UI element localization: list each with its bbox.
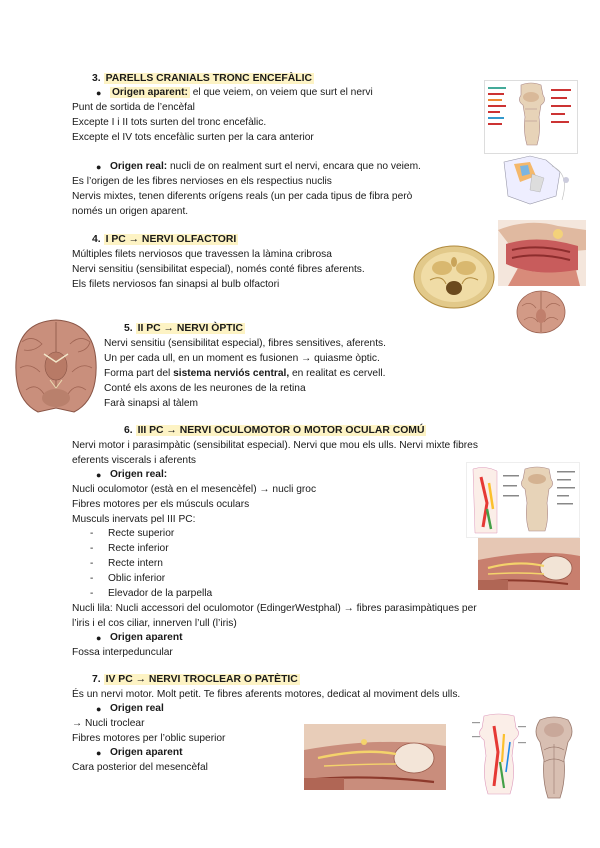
s3-origen-real-text: nucli de on realment surt el nervi, encara que no veiem. bbox=[167, 161, 421, 172]
bullet-icon: ● bbox=[96, 88, 102, 98]
section-3-number: 3. bbox=[92, 73, 101, 84]
nasal-cavity-figure bbox=[498, 220, 586, 286]
skull-base-figure bbox=[412, 244, 496, 310]
dash-icon: - bbox=[90, 558, 94, 569]
orbit-trochlear-figure bbox=[304, 724, 446, 790]
s5-line-5: Farà sinapsi al tàlem bbox=[104, 398, 198, 409]
s3-line-3: Excepte el IV tots encefàlic surten per la cara anterior bbox=[72, 132, 314, 143]
orbit-oculomotor-figure bbox=[478, 538, 580, 590]
bullet-icon: ● bbox=[96, 162, 102, 172]
s6-line-4: Fibres motores per els músculs oculars bbox=[72, 499, 250, 510]
section-6-title: III PC → NERVI OCULOMOTOR O MOTOR OCULAR COMÚ bbox=[137, 425, 425, 436]
s7-origen-aparent-label: Origen aparent bbox=[110, 747, 183, 758]
brain-inferior-small-figure bbox=[516, 290, 566, 334]
list-item: Recte superior bbox=[108, 528, 175, 539]
list-item: Recte inferior bbox=[108, 543, 169, 554]
s4-line-3: Els filets nerviosos fan sinapsi al bulb olfactori bbox=[72, 279, 280, 290]
brainstem-posterior-figure bbox=[532, 714, 576, 800]
s5-line-3b: sistema nerviós central, bbox=[173, 368, 290, 379]
section-5-title: II PC → NERVI ÒPTIC bbox=[137, 323, 244, 334]
s6-line-6: Nucli lila: Nucli accessori del oculomotor (EdingerWestphal) → fibres parasimpàtiques per bbox=[72, 603, 477, 614]
section-7-number: 7. bbox=[92, 674, 101, 685]
bullet-icon: ● bbox=[96, 633, 102, 643]
s6-line-1: Nervi motor i parasimpàtic (sensibilitat especial). Nervi que mou els ulls. Nervi mixte fibres bbox=[72, 440, 478, 451]
s6-line-7: l’iris i el cos ciliar, innerven l’ull (l’iris) bbox=[72, 618, 237, 629]
section-5-number: 5. bbox=[124, 323, 133, 334]
brainstem-nuclei-figure bbox=[484, 80, 578, 154]
s3-line-1: Punt de sortida de l’encèfal bbox=[72, 102, 195, 113]
section-6-number: 6. bbox=[124, 425, 133, 436]
s6-line-3: Nucli oculomotor (està en el mesencèfel) → nucli groc bbox=[72, 484, 317, 495]
bullet-icon: ● bbox=[96, 470, 102, 480]
section-4-heading bbox=[92, 233, 238, 247]
section-5-heading bbox=[124, 322, 245, 336]
list-item: Oblic inferior bbox=[108, 573, 166, 584]
s5-line-4: Conté els axons de les neurones de la retina bbox=[104, 383, 306, 394]
s4-line-1: Múltiples filets nerviosos que travessen la làmina cribrosa bbox=[72, 249, 332, 260]
bullet-icon: ● bbox=[96, 748, 102, 758]
s4-line-2: Nervi sensitiu (sensibilitat especial), només conté fibres aferents. bbox=[72, 264, 365, 275]
section-7-title: IV PC → NERVI TROCLEAR O PATÈTIC bbox=[105, 674, 298, 685]
s5-line-1: Nervi sensitiu (sensibilitat especial), fibres sensitives, aferents. bbox=[104, 338, 386, 349]
section-4-number: 4. bbox=[92, 234, 101, 245]
dash-icon: - bbox=[90, 573, 94, 584]
s3-line-2: Excepte I i II tots surten del tronc encefàlic. bbox=[72, 117, 267, 128]
s5-line-2: Un per cada ull, en un moment es fusionen → quiasme òptic. bbox=[104, 353, 380, 364]
s3-line-5: Nervis mixtes, tenen diferents orígens reals (un per cada tipus de fibra però bbox=[72, 191, 413, 202]
list-item: Elevador de la parpella bbox=[108, 588, 213, 599]
s3-bullet-origen-aparent bbox=[110, 86, 373, 100]
bullet-icon: ● bbox=[96, 704, 102, 714]
s6-line-2: eferents viscerals i aferents bbox=[72, 455, 197, 466]
s6-line-8: Fossa interpeduncular bbox=[72, 647, 173, 658]
section-7-heading bbox=[92, 673, 300, 687]
s7-line-1: És un nervi motor. Molt petit. Te fibres aferents motores, dedicat al moviment dels ulls. bbox=[72, 689, 461, 700]
s7-line-4: Cara posterior del mesencèfal bbox=[72, 762, 208, 773]
oculomotor-nucleus-figure bbox=[466, 462, 580, 538]
s6-origen-aparent-label: Origen aparent bbox=[110, 632, 183, 643]
s3-origen-aparent-label: Origen aparent: bbox=[112, 87, 188, 98]
s3-origen-aparent-text: el que veiem, on veiem que surt el nervi bbox=[189, 87, 373, 98]
s3-origen-real-label: Origen real: bbox=[110, 161, 168, 172]
section-4-title: I PC → NERVI OLFACTORI bbox=[105, 234, 237, 245]
s3-bullet-origen-real bbox=[110, 160, 421, 174]
s7-line-2: → Nucli troclear bbox=[72, 718, 145, 729]
s5-line-3 bbox=[104, 367, 385, 381]
trochlear-nucleus-figure bbox=[470, 712, 528, 798]
dash-icon: - bbox=[90, 543, 94, 554]
s3-line-6: només un origen aparent. bbox=[72, 206, 189, 217]
list-item: Recte intern bbox=[108, 558, 163, 569]
s6-origen-real-label: Origen real: bbox=[110, 469, 168, 480]
s5-line-3c: en realitat es cervell. bbox=[289, 368, 386, 379]
brain-inferior-view-figure bbox=[14, 318, 98, 414]
brainstem-lateral-figure bbox=[500, 152, 582, 208]
s7-origen-real-label: Origen real bbox=[110, 703, 164, 714]
s6-line-5: Musculs inervats pel III PC: bbox=[72, 514, 196, 525]
section-6-heading bbox=[124, 424, 426, 438]
section-3-heading bbox=[92, 72, 314, 86]
section-3-title: PARELLS CRANIALS TRONC ENCEFÀLIC bbox=[105, 73, 313, 84]
s7-line-3: Fibres motores per l’oblic superior bbox=[72, 733, 226, 744]
dash-icon: - bbox=[90, 588, 94, 599]
s5-line-3a: Forma part del bbox=[104, 368, 174, 379]
s3-line-4: Es l’origen de les fibres nervioses en els respectius nuclis bbox=[72, 176, 332, 187]
dash-icon: - bbox=[90, 528, 94, 539]
